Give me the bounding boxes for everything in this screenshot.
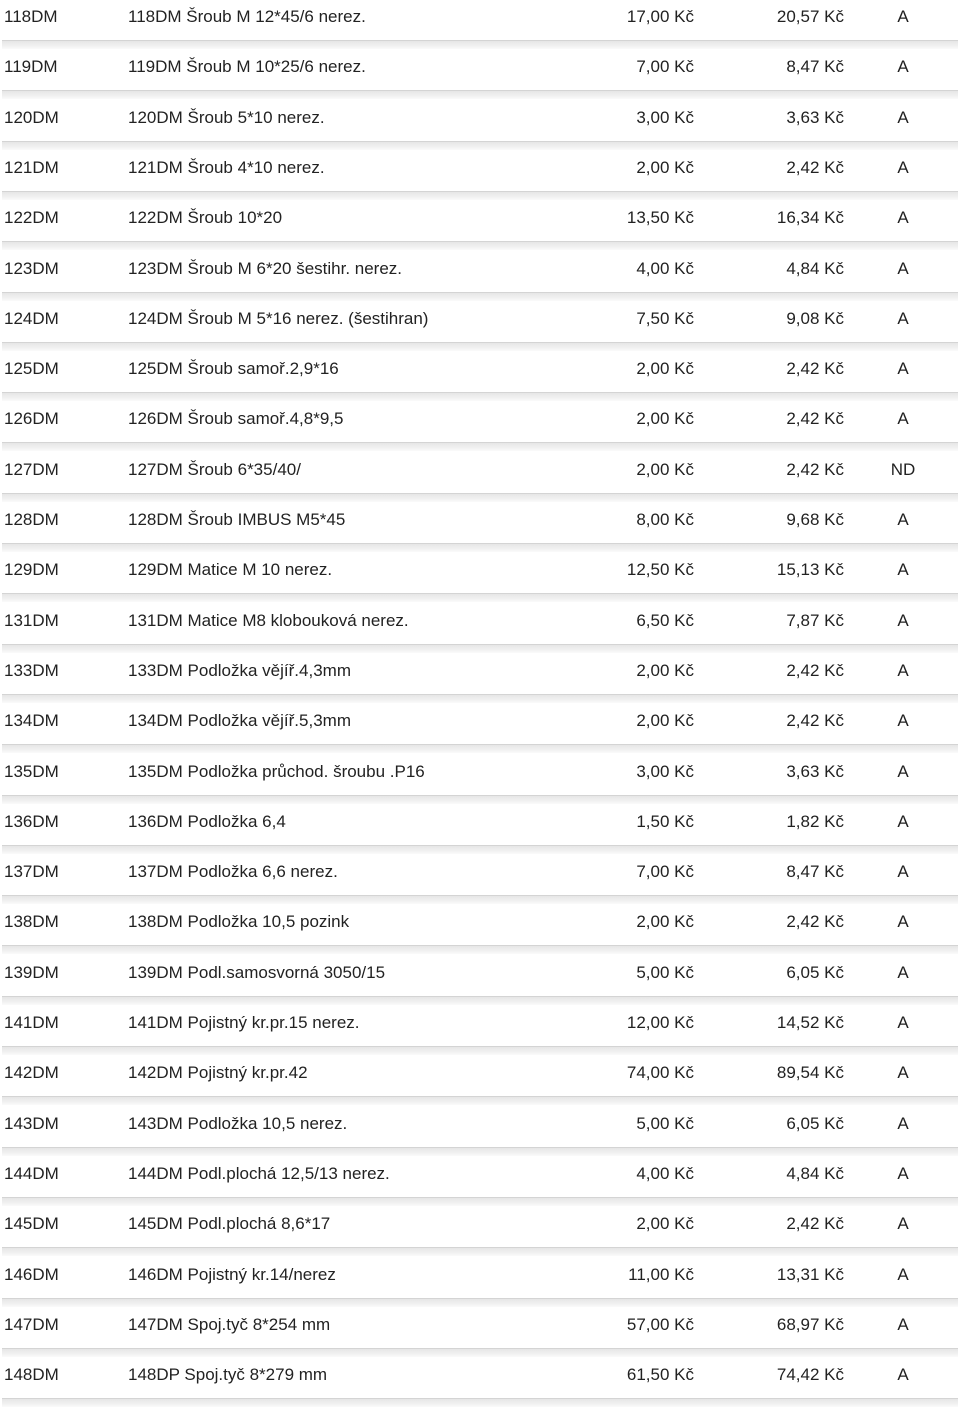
item-availability: A bbox=[897, 510, 909, 529]
item-availability: A bbox=[897, 1163, 909, 1183]
item-name: 133DM Podložka vějíř.4,3mm bbox=[128, 660, 351, 680]
item-name: 121DM Šroub 4*10 nerez. bbox=[128, 157, 325, 177]
item-price-vat: 2,42 Kč bbox=[786, 711, 844, 731]
item-price-vat: 7,87 Kč bbox=[786, 610, 844, 630]
item-price: 11,00 Kč bbox=[628, 1264, 694, 1284]
table-row bbox=[0, 553, 960, 603]
item-code: 147DM bbox=[4, 1314, 59, 1334]
item-availability: A bbox=[897, 208, 909, 228]
item-price-vat: 8,47 Kč bbox=[786, 862, 844, 882]
item-code: 126DM bbox=[4, 409, 59, 429]
item-availability: A bbox=[897, 1365, 909, 1385]
row-divider bbox=[2, 1247, 958, 1256]
item-name: 148DP Spoj.tyč 8*279 mm bbox=[128, 1365, 328, 1385]
item-code: 133DM bbox=[4, 660, 59, 680]
item-availability: A bbox=[897, 912, 909, 932]
table-row bbox=[0, 1258, 960, 1308]
row-divider bbox=[2, 795, 958, 804]
item-name: 137DM Podložka 6,6 nerez. bbox=[128, 862, 338, 882]
row-divider bbox=[2, 694, 958, 703]
row-divider bbox=[2, 442, 958, 451]
item-name: 138DM Podložka 10,5 pozink bbox=[128, 912, 350, 932]
item-price: 12,50 Kč bbox=[626, 560, 694, 580]
item-code: 134DM bbox=[4, 711, 59, 731]
item-code: 143DM bbox=[4, 1113, 59, 1133]
row-divider bbox=[2, 493, 958, 502]
row-divider bbox=[2, 1348, 958, 1357]
row-divider bbox=[2, 1096, 958, 1105]
table-row bbox=[0, 1157, 960, 1207]
item-name: 145DM Podl.plochá 8,6*17 bbox=[128, 1214, 331, 1234]
item-code: 138DM bbox=[4, 912, 59, 932]
table-row bbox=[0, 1207, 960, 1257]
item-availability: A bbox=[897, 811, 909, 831]
item-price: 61,50 Kč bbox=[626, 1365, 694, 1385]
item-price: 5,00 Kč bbox=[636, 962, 694, 982]
table-row bbox=[0, 755, 960, 805]
table-row bbox=[0, 956, 960, 1006]
item-code: 131DM bbox=[4, 610, 59, 630]
table-row bbox=[0, 1308, 960, 1358]
item-price: 7,00 Kč bbox=[636, 57, 694, 77]
row-divider bbox=[2, 744, 958, 753]
table-row bbox=[0, 805, 960, 855]
item-name: 136DM Podložka 6,4 bbox=[128, 811, 286, 831]
table-row bbox=[0, 905, 960, 955]
table-row bbox=[0, 1056, 960, 1106]
table-row bbox=[0, 151, 960, 201]
item-name: 122DM Šroub 10*20 bbox=[128, 208, 283, 228]
item-price: 2,00 Kč bbox=[636, 459, 694, 479]
item-name: 143DM Podložka 10,5 nerez. bbox=[128, 1113, 348, 1133]
item-price: 2,00 Kč bbox=[636, 660, 694, 680]
item-price: 3,00 Kč bbox=[636, 107, 694, 127]
item-name: 134DM Podložka vějíř.5,3mm bbox=[128, 711, 351, 731]
item-availability: A bbox=[897, 1063, 909, 1083]
item-availability: ND bbox=[890, 459, 916, 479]
table-row bbox=[0, 302, 960, 352]
item-availability: A bbox=[897, 258, 909, 278]
item-code: 146DM bbox=[4, 1264, 59, 1284]
table-row bbox=[0, 50, 960, 100]
item-name: 147DM Spoj.tyč 8*254 mm bbox=[128, 1314, 331, 1334]
item-availability: A bbox=[897, 1314, 909, 1334]
item-price: 1,50 Kč bbox=[636, 811, 694, 831]
item-code: 136DM bbox=[4, 811, 59, 831]
item-price-vat: 9,08 Kč bbox=[786, 308, 844, 328]
table-row bbox=[0, 201, 960, 251]
row-divider bbox=[2, 191, 958, 200]
item-price-vat: 68,97 Kč bbox=[776, 1314, 844, 1334]
item-availability: A bbox=[897, 7, 909, 26]
item-availability: A bbox=[897, 57, 909, 77]
row-divider bbox=[2, 40, 958, 49]
item-name: 127DM Šroub 6*35/40/ bbox=[128, 459, 301, 479]
item-code: 125DM bbox=[4, 359, 59, 379]
table-row bbox=[0, 402, 960, 452]
item-availability: A bbox=[897, 660, 909, 680]
row-divider bbox=[2, 996, 958, 1005]
table-row bbox=[0, 252, 960, 302]
item-price: 2,00 Kč bbox=[636, 711, 694, 731]
item-price-vat: 4,84 Kč bbox=[786, 258, 844, 278]
item-code: 124DM bbox=[4, 308, 59, 328]
row-divider bbox=[2, 90, 958, 99]
item-code: 128DM bbox=[4, 510, 59, 529]
row-divider bbox=[2, 593, 958, 602]
item-name: 125DM Šroub samoř.2,9*16 bbox=[128, 359, 339, 379]
row-divider bbox=[2, 1398, 958, 1407]
item-price-vat: 3,63 Kč bbox=[786, 107, 844, 127]
item-availability: A bbox=[897, 560, 909, 580]
item-name: 141DM Pojistný kr.pr.15 nerez. bbox=[128, 1013, 360, 1032]
item-name: 123DM Šroub M 6*20 šestihr. nerez. bbox=[128, 258, 403, 278]
item-price: 74,00 Kč bbox=[626, 1063, 694, 1083]
table-row bbox=[0, 654, 960, 704]
row-divider bbox=[2, 141, 958, 150]
row-divider bbox=[2, 1046, 958, 1055]
item-price: 57,00 Kč bbox=[626, 1314, 694, 1334]
item-price-vat: 15,13 Kč bbox=[776, 560, 844, 580]
item-code: 141DM bbox=[4, 1013, 59, 1032]
item-price-vat: 14,52 Kč bbox=[776, 1013, 844, 1032]
row-divider bbox=[2, 945, 958, 954]
item-price: 6,50 Kč bbox=[636, 610, 694, 630]
item-code: 129DM bbox=[4, 560, 59, 580]
item-code: 127DM bbox=[4, 459, 59, 479]
item-code: 144DM bbox=[4, 1163, 59, 1183]
item-name: 128DM Šroub IMBUS M5*45 bbox=[128, 510, 346, 529]
item-name: 118DM Šroub M 12*45/6 nerez. bbox=[128, 7, 366, 26]
table-row bbox=[0, 855, 960, 905]
item-code: 122DM bbox=[4, 208, 59, 228]
item-availability: A bbox=[897, 409, 909, 429]
table-row bbox=[0, 453, 960, 503]
table-row bbox=[0, 704, 960, 754]
table-row bbox=[0, 503, 960, 553]
table-row bbox=[0, 604, 960, 654]
item-name: 144DM Podl.plochá 12,5/13 nerez. bbox=[128, 1163, 390, 1183]
item-availability: A bbox=[897, 308, 909, 328]
item-availability: A bbox=[897, 107, 909, 127]
item-price-vat: 74,42 Kč bbox=[776, 1365, 844, 1385]
item-name: 142DM Pojistný kr.pr.42 bbox=[128, 1063, 308, 1083]
item-name: 139DM Podl.samosvorná 3050/15 bbox=[128, 962, 386, 982]
item-availability: A bbox=[897, 761, 909, 781]
row-divider bbox=[2, 644, 958, 653]
item-code: 148DM bbox=[4, 1365, 59, 1385]
item-price: 5,00 Kč bbox=[636, 1113, 694, 1133]
item-code: 137DM bbox=[4, 862, 59, 882]
item-price-vat: 9,68 Kč bbox=[786, 510, 844, 529]
item-price: 13,50 Kč bbox=[626, 208, 694, 228]
item-name: 131DM Matice M8 klobouková nerez. bbox=[128, 610, 409, 630]
table-row bbox=[0, 1358, 960, 1408]
item-price: 4,00 Kč bbox=[636, 1163, 694, 1183]
item-availability: A bbox=[897, 862, 909, 882]
item-code: 118DM bbox=[4, 7, 58, 26]
item-price: 2,00 Kč bbox=[636, 409, 694, 429]
item-price-vat: 1,82 Kč bbox=[786, 811, 844, 831]
item-price: 4,00 Kč bbox=[636, 258, 694, 278]
item-price-vat: 2,42 Kč bbox=[786, 660, 844, 680]
table-row bbox=[0, 1006, 960, 1056]
item-price-vat: 2,42 Kč bbox=[786, 409, 844, 429]
item-price-vat: 2,42 Kč bbox=[786, 157, 844, 177]
item-price: 2,00 Kč bbox=[636, 912, 694, 932]
item-price: 2,00 Kč bbox=[636, 157, 694, 177]
item-price: 3,00 Kč bbox=[636, 761, 694, 781]
item-price: 2,00 Kč bbox=[636, 359, 694, 379]
item-availability: A bbox=[897, 359, 909, 379]
item-price-vat: 16,34 Kč bbox=[776, 208, 844, 228]
item-price: 8,00 Kč bbox=[636, 510, 694, 529]
item-price-vat: 13,31 Kč bbox=[776, 1264, 844, 1284]
item-name: 124DM Šroub M 5*16 nerez. (šestihran) bbox=[128, 308, 429, 328]
item-code: 139DM bbox=[4, 962, 59, 982]
table-row bbox=[0, 101, 960, 151]
item-price-vat: 3,63 Kč bbox=[786, 761, 844, 781]
item-code: 120DM bbox=[4, 107, 59, 127]
item-availability: A bbox=[897, 1013, 909, 1032]
item-price-vat: 2,42 Kč bbox=[786, 1214, 844, 1234]
item-price-vat: 6,05 Kč bbox=[786, 962, 844, 982]
item-price-vat: 6,05 Kč bbox=[786, 1113, 844, 1133]
item-price: 12,00 Kč bbox=[626, 1013, 694, 1032]
item-code: 119DM bbox=[4, 57, 58, 77]
table-row bbox=[0, 1107, 960, 1157]
table-row bbox=[0, 352, 960, 402]
item-availability: A bbox=[897, 610, 909, 630]
item-code: 121DM bbox=[4, 157, 59, 177]
row-divider bbox=[2, 342, 958, 351]
item-price: 7,00 Kč bbox=[636, 862, 694, 882]
item-price-vat: 20,57 Kč bbox=[776, 7, 844, 26]
item-name: 135DM Podložka průchod. šroubu .P16 bbox=[128, 761, 425, 781]
item-price-vat: 2,42 Kč bbox=[786, 912, 844, 932]
row-divider bbox=[2, 1147, 958, 1156]
row-divider bbox=[2, 895, 958, 904]
item-price-vat: 4,84 Kč bbox=[786, 1163, 844, 1183]
row-divider bbox=[2, 392, 958, 401]
item-price-vat: 89,54 Kč bbox=[776, 1063, 844, 1083]
row-divider bbox=[2, 1197, 958, 1206]
item-price: 7,50 Kč bbox=[636, 308, 694, 328]
item-code: 123DM bbox=[4, 258, 59, 278]
item-name: 119DM Šroub M 10*25/6 nerez. bbox=[128, 57, 366, 77]
item-name: 129DM Matice M 10 nerez. bbox=[128, 560, 333, 580]
item-availability: A bbox=[897, 1264, 909, 1284]
row-divider bbox=[2, 845, 958, 854]
item-availability: A bbox=[897, 711, 909, 731]
item-name: 120DM Šroub 5*10 nerez. bbox=[128, 107, 325, 127]
item-code: 145DM bbox=[4, 1214, 59, 1234]
item-price: 17,00 Kč bbox=[626, 7, 694, 26]
item-availability: A bbox=[897, 157, 909, 177]
item-price-vat: 2,42 Kč bbox=[786, 359, 844, 379]
item-price: 2,00 Kč bbox=[636, 1214, 694, 1234]
item-availability: A bbox=[897, 962, 909, 982]
item-name: 146DM Pojistný kr.14/nerez bbox=[128, 1264, 336, 1284]
row-divider bbox=[2, 1298, 958, 1307]
item-availability: A bbox=[897, 1214, 909, 1234]
item-price-vat: 2,42 Kč bbox=[786, 459, 844, 479]
item-price-vat: 8,47 Kč bbox=[786, 57, 844, 77]
item-code: 135DM bbox=[4, 761, 59, 781]
row-divider bbox=[2, 543, 958, 552]
row-divider bbox=[2, 292, 958, 301]
item-code: 142DM bbox=[4, 1063, 59, 1083]
item-name: 126DM Šroub samoř.4,8*9,5 bbox=[128, 409, 344, 429]
table-row bbox=[0, 0, 960, 50]
item-availability: A bbox=[897, 1113, 909, 1133]
row-divider bbox=[2, 241, 958, 250]
